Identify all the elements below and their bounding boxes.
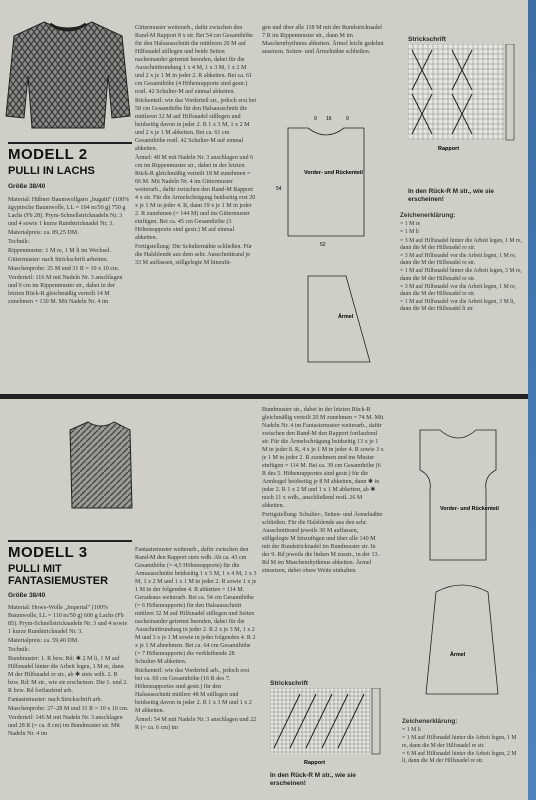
dim-54: 54: [276, 186, 282, 192]
legend-item: = 1 M re: [400, 221, 421, 228]
model2-text-col2: Gittermuster weiterarb., dafür zwischen den Rand-M Rapport 8 x str. Bei 54 cm Gesamthöhe für den Halsausschnitt die mittleren 20 M auf Hilfsnadel stillegen und beide Seiten nacheinander getrennt beenden, dabei für die Ausschnittrundung 1 x 4 M, 1 x 3 M, 1 x 2 M und 2 x je 1 M in jeder 2. R abketten. Bei ca. 61 cm Gesamthöhe (4 Höhenrapporte sind gestr.) restl. 42 Schulter-M auf einmal abketten. Rückenteil: wie das Vorderteil str., jedoch erst bei 58 cm Gesamthöhe für den Halsausschnitt die mittleren 32 M auf Hilfsnadel stillegen und beidseitig davon in jeder 2. R 1 x 3 M, 1 x 2 M und 2 x je 1 M abketten. Bei ca. 61 cm Gesamthöhe restl. 42 Schulter-M auf einmal abketten. Ärmel: 48 M mit Nadeln Nr. 3 anschlagen und 6 cm im Rippenmuster str., dabei in der letzten Rück-R gleichmäßig verteilt 18 M zunehmen = 66 M. Mit Nadeln Nr. 4 im Gittermuster weiterarb., dafür zwischen den Rand-M Rapport 4 x str. Für die Armelschrägung beidseitig erst 20 x je 1 M in jeder 4. R, dann 19 x je 1 M in jeder 2. R zunehmen (= 144 M) und ins Gittermuster einfügen. Bei ca. 45 cm Gesamthöhe (3 Höhenrapporte sind gestr.) M auf einmal abketten. Fertigstellung: Die Schulternähte schließen. Für die Halsblende aus dem sehr. Ausschnittrand je 33 M auffassen, stillgelegte M hinzufü-: [135, 25, 257, 266]
model3-schematic: [400, 410, 522, 710]
legend-item: = 3 M auf Hilfsnadel vor die Arbeit legen, 1 M re, dann die M der Hilfsnadel re str.: [400, 283, 517, 298]
model3-size: Größe 38/40: [8, 592, 46, 599]
model2-knit-chart: [408, 44, 520, 156]
dim-9b: 9: [346, 116, 349, 122]
rule: [8, 540, 132, 542]
model3-text-col2: Fantasiemuster weiterarb., dafür zwischen den Rand-M den Rapport stets wdh. Ab ca. 43 cm Gesamthöhe (= 4,5 Höhenrapporte) für die Armausschnitte beidseitig 1 x 5 M, 1 x 4 M, 1 x 3 M, 1 x 2 M und 1 x 1 M in jeder 2. R sowie 1 x je 1 M in der folgenden 4. R abketten = 114 M. Geradeaus weiterarb. Bei ca. 54 cm Gesamthöhe (= 6 Höhenrapporte) für den Halsausschnitt mittlere 32 M auf Hilfsnadel stillegen und Seiten nacheinander getrennt beenden, dabei für die Ausschnittrundung in jeder 2. R 2 x je 3 M, 1 x 2 M und 3 x je 1 M sowie in jeder folgenden 4. R 2 x je 1 M abnehmen. Bei ca. 64 cm Gesamthöhe (= 7 Höhenrapporte) die verbleibende 28 Schulter-M abketten. Rückenteil: wie das Vorderteil arb., jedoch erst bei ca. 60 cm Gesamthöhe (16 R des 7. Höhenrapportes sind gestr.) für den Halsausschnitt mittlere 48 M stillegen und beidseitig davon in jeder 2. R 1 x 3 M und 1 x 2 M abketten. Ärmel: 54 M mit Nadeln Nr. 3 anschlagen und 22 R (= ca. 6 cm) im: [135, 547, 257, 731]
legend-item: = 1 M li: [400, 229, 419, 236]
dim-9: 9: [314, 116, 317, 122]
model2-chart-title: Strickschrift: [408, 36, 446, 43]
model3-title: MODELL 3: [8, 544, 88, 561]
rule: [8, 142, 132, 144]
front-label: Vorder- und Rückenteil: [440, 506, 499, 512]
section-divider: [0, 394, 528, 399]
legend-title: Zeichenerklärung:: [402, 718, 458, 725]
sweater-photo-model3: [68, 418, 134, 518]
legend-title: Zeichenerklärung:: [400, 212, 456, 219]
rapport-label: Rapport: [438, 146, 460, 152]
model2-schematic: [268, 108, 388, 378]
model3-text-col1: Material: Howe-Wolle „Imperial" (100% Baumwolle, LL = 110 m/50 g) 600 g Lachs (Fb 85). Prym-Schnellstricknadeln Nr. 3 und 4 sowie 1 kurze Rundstricknadel Nr. 3. Materialpreis: ca. 59,40 DM. Technik: Bundmuster: 1. R bzw. Rd: ✱ 2 M li, 1 M auf Hilfsnadel hinter die Arbeit legen, 1 M re, dann M der Hilfsnadel re str., ab ✱ stets wdh. 2. R bzw. Rd: M str., wie sie erscheinen. Die 1. und 2. R bzw. Rd fortlaufend arb. Fantasiemuster: nach Strickschrift arb. Maschenprobe: 27–28 M und 31 R = 10 x 10 cm. Vorderteil: 146 M mit Nadeln Nr. 3 anschlagen und 28 R (= ca. 8 cm) im Bundmuster str. Mit Nadeln Nr. 4 im: [8, 605, 129, 737]
model3-chart-note: In den Rück-R M str., wie sie erscheinen!: [270, 772, 356, 787]
page-edge-blue: [528, 0, 536, 800]
sleeve-label: Ärmel: [338, 314, 354, 320]
model2-text-col1: Material: Hübner Baumwollgarn „bugatti" (100% ägyptische Baumwolle, LL = 104 m/50 g) 750 g Lachs (Fb 28). Prym-Schnellstricknadeln Nr. 3 und 4 sowie 1 kurze Rundstricknadel Nr. 3. Materialpreis: ca. 89,25 DM. Technik: Rippenmuster: 1 M re, 1 M li im Wechsel. Gittermuster: nach Strickschrift arbeiten. Maschenprobe: 25 M und 31 R = 10 x 10 cm. Vorderteil: 116 M mit Nadeln Nr. 3 anschlagen und 9 cm im Rippenmuster str., dabei in der letzten Rück-R gleichmäßig verteilt 14 M zunehmen = 130 M. Mit Nadeln Nr. 4 im: [8, 197, 130, 305]
model3-text-col3: Bundmuster str., dabei in der letzten Rück-R gleichmäßig verteilt 20 M zunehmen = 74 M. Mit Nadeln Nr. 4 im Fantasiemuster weiterarb., dafür zwischen den Rand-M den Rapport fortlaufend str. Für die Ärmelschrägung beidseitig 13 x je 1 M in jeder 8. R, 4 x je 1 M in jeder 4. R sowie 3 x je 1 M in jeder 2. R zunehmen und ins Muster einfügen = 114 M. Bei ca. 39 cm Gesamthöhe (6 R des 5. Höhenrapportes sind gestr.) für die Armkugel beidseitig je 8 M abketten, dann ✱ in jeder 2. R 1 x 2 M und 1 x 1 M abketten, ab ✱ noch 11 x wdh., anschließend restl. 26 M abketten. Fertigstellung: Schulter-, Seiten- und Ärmelnähte schließen. Für die Halsblende aus den sehr. Ausschnittrand jeweils 30 M auffassen, stillgelegte M hinzufügen und über alle 140 M mit der Rundstricknadel im Bundmuster str. In der 9. Rd jeweils die linken M zusstr., in der 13. Rd M im Maschenrhythmus abketten. Ärmel einsetzen, dabei obere Weite einhalten.: [262, 407, 384, 574]
legend-item: = 1 M li: [402, 727, 421, 734]
sweater-photo-model2: [4, 16, 132, 132]
legend-item: = 1 M auf Hilfsnadel hinter die Arbeit legen, 1 M re, dann die M der Hilfsnadel re str.: [402, 735, 517, 749]
dim-52: 52: [320, 242, 326, 248]
rapport-label: Rapport: [304, 760, 326, 766]
model2-legend: [400, 212, 522, 315]
model3-legend: [402, 718, 522, 766]
model3-subtitle: PULLI MIT FANTASIEMUSTER: [8, 563, 109, 587]
legend-item: = 3 M auf Hilfsnadel hinter die Arbeit legen, 1 M re, dann die M der Hilfsnadel re str.: [400, 237, 522, 251]
model2-subtitle: PULLI IN LACHS: [8, 165, 95, 177]
front-label: Vorder- und Rückenteil: [304, 170, 363, 176]
legend-item: = 3 M auf Hilfsnadel vor die Arbeit legen, 1 M re, dann die M der Hilfsnadel re str.: [400, 253, 517, 267]
model3-knit-chart: [270, 688, 388, 770]
model2-text-col3: gen und über alle 118 M mit der Rundstricknadel 7 R im Rippenmuster str., dann M im Maschenrhythmus abketten. Ärmel leicht gedehnt ansetzen. Seiten- und Ärmelnähte schließen.: [262, 25, 384, 55]
model2-chart-note: In den Rück-R M str., wie sie erscheinen!: [408, 188, 494, 203]
legend-item: = 6 M auf Hilfsnadel hinter die Arbeit legen, 2 M li, dann die M der Hilfsnadel re str.: [402, 750, 517, 765]
sleeve-label: Ärmel: [450, 652, 466, 658]
dim-16: 16: [326, 116, 332, 122]
legend-item: = 1 M auf Hilfsnadel vor die Arbeit legen, 3 M li, dann die M der Hilfsnadel li str.: [400, 299, 515, 313]
model3-chart-title: Strickschrift: [270, 680, 308, 687]
legend-item: = 1 M auf Hilfsnadel hinter die Arbeit legen, 3 M re, dann die M der Hilfsnadel re str.: [400, 268, 522, 282]
model2-title: MODELL 2: [8, 146, 88, 163]
model2-size: Größe 38/40: [8, 183, 46, 190]
